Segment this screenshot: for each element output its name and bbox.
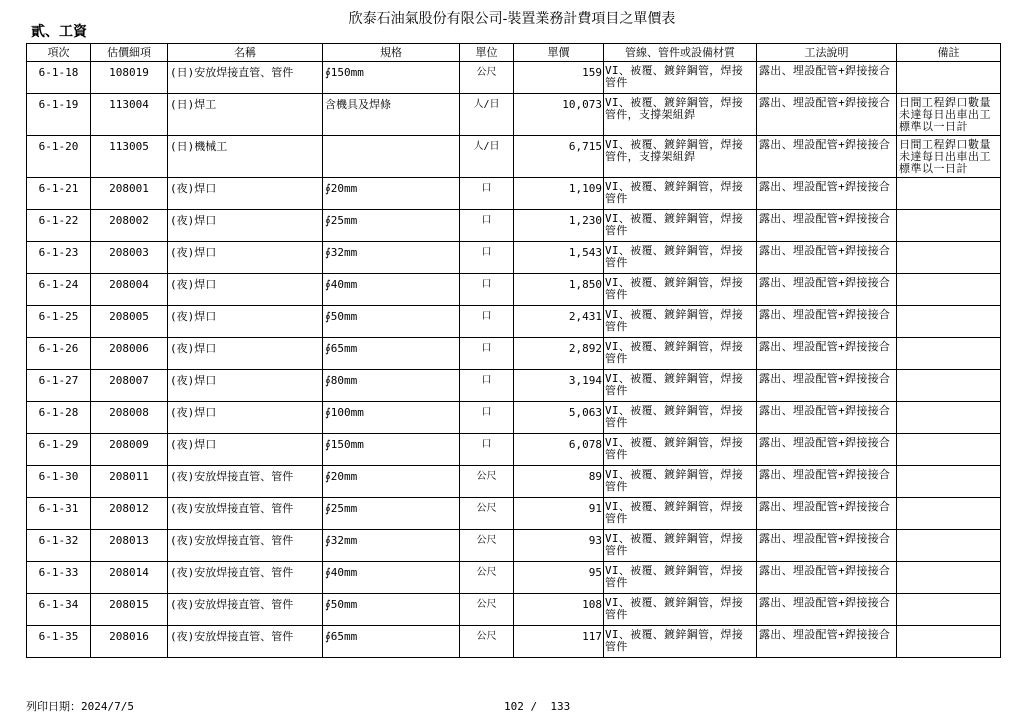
header-item: 項次 xyxy=(27,44,91,62)
cell-code: 208015 xyxy=(91,594,168,626)
cell-price: 2,892 xyxy=(514,338,604,370)
cell-name: (夜)焊口 xyxy=(168,242,323,274)
cell-spec: ∮32mm xyxy=(323,242,460,274)
cell-unit: 公尺 xyxy=(460,466,514,498)
cell-name: (夜)安放焊接直管、管件 xyxy=(168,498,323,530)
cell-name: (夜)安放焊接直管、管件 xyxy=(168,594,323,626)
cell-name: (夜)安放焊接直管、管件 xyxy=(168,466,323,498)
cell-material: VI、被覆、鍍鋅鋼管，焊接管件 xyxy=(604,338,757,370)
cell-note xyxy=(897,562,1001,594)
cell-material: VI、被覆、鍍鋅鋼管，焊接管件 xyxy=(604,402,757,434)
section-title: 貳、工資 xyxy=(31,24,87,40)
cell-note xyxy=(897,210,1001,242)
cell-item: 6-1-27 xyxy=(27,370,91,402)
cell-method: 露出、埋設配管+銲接接合 xyxy=(757,338,897,370)
cell-code: 208005 xyxy=(91,306,168,338)
unit-price-table xyxy=(26,43,1001,658)
cell-spec: ∮25mm xyxy=(323,498,460,530)
header-spec: 規格 xyxy=(323,44,460,62)
cell-note xyxy=(897,370,1001,402)
cell-item: 6-1-19 xyxy=(27,94,91,136)
cell-note xyxy=(897,498,1001,530)
cell-price: 159 xyxy=(514,62,604,94)
table-row xyxy=(27,94,1001,136)
cell-spec: ∮40mm xyxy=(323,562,460,594)
cell-spec xyxy=(323,136,460,178)
cell-material: VI、被覆、鍍鋅鋼管，焊接管件 xyxy=(604,370,757,402)
table-row xyxy=(27,274,1001,306)
cell-unit: 口 xyxy=(460,338,514,370)
cell-spec: ∮150mm xyxy=(323,62,460,94)
cell-price: 117 xyxy=(514,626,604,658)
cell-note xyxy=(897,594,1001,626)
cell-unit: 口 xyxy=(460,178,514,210)
cell-name: (夜)焊口 xyxy=(168,178,323,210)
cell-note xyxy=(897,626,1001,658)
cell-code: 208014 xyxy=(91,562,168,594)
table-row xyxy=(27,242,1001,274)
cell-method: 露出、埋設配管+銲接接合 xyxy=(757,136,897,178)
cell-method: 露出、埋設配管+銲接接合 xyxy=(757,530,897,562)
cell-unit: 口 xyxy=(460,274,514,306)
cell-note xyxy=(897,62,1001,94)
table-row xyxy=(27,530,1001,562)
cell-item: 6-1-33 xyxy=(27,562,91,594)
cell-material: VI、被覆、鍍鋅鋼管，焊接管件，支撐架組銲 xyxy=(604,136,757,178)
cell-unit: 口 xyxy=(460,370,514,402)
cell-note xyxy=(897,466,1001,498)
page-title: 欣泰石油氣股份有限公司-裝置業務計費項目之單價表 xyxy=(348,11,676,27)
cell-method: 露出、埋設配管+銲接接合 xyxy=(757,210,897,242)
cell-price: 108 xyxy=(514,594,604,626)
cell-item: 6-1-29 xyxy=(27,434,91,466)
cell-price: 3,194 xyxy=(514,370,604,402)
cell-method: 露出、埋設配管+銲接接合 xyxy=(757,402,897,434)
cell-price: 5,063 xyxy=(514,402,604,434)
cell-method: 露出、埋設配管+銲接接合 xyxy=(757,274,897,306)
cell-material: VI、被覆、鍍鋅鋼管，焊接管件 xyxy=(604,178,757,210)
cell-method: 露出、埋設配管+銲接接合 xyxy=(757,626,897,658)
cell-material: VI、被覆、鍍鋅鋼管，焊接管件 xyxy=(604,210,757,242)
table-row xyxy=(27,498,1001,530)
cell-code: 208002 xyxy=(91,210,168,242)
cell-code: 208004 xyxy=(91,274,168,306)
cell-spec: ∮100mm xyxy=(323,402,460,434)
cell-note xyxy=(897,178,1001,210)
table-row xyxy=(27,136,1001,178)
cell-item: 6-1-23 xyxy=(27,242,91,274)
cell-price: 2,431 xyxy=(514,306,604,338)
cell-method: 露出、埋設配管+銲接接合 xyxy=(757,62,897,94)
cell-spec: ∮150mm xyxy=(323,434,460,466)
cell-unit: 人/日 xyxy=(460,136,514,178)
header-unit: 單位 xyxy=(460,44,514,62)
cell-name: (日)機械工 xyxy=(168,136,323,178)
cell-unit: 口 xyxy=(460,434,514,466)
table-row xyxy=(27,626,1001,658)
page-number: 102 / 133 xyxy=(504,700,571,713)
table-row xyxy=(27,434,1001,466)
cell-price: 1,543 xyxy=(514,242,604,274)
cell-item: 6-1-25 xyxy=(27,306,91,338)
cell-code: 208013 xyxy=(91,530,168,562)
cell-item: 6-1-28 xyxy=(27,402,91,434)
cell-material: VI、被覆、鍍鋅鋼管，焊接管件 xyxy=(604,62,757,94)
cell-item: 6-1-35 xyxy=(27,626,91,658)
cell-code: 108019 xyxy=(91,62,168,94)
cell-name: (夜)焊口 xyxy=(168,402,323,434)
cell-code: 113004 xyxy=(91,94,168,136)
cell-price: 1,109 xyxy=(514,178,604,210)
header-note: 備註 xyxy=(897,44,1001,62)
cell-method: 露出、埋設配管+銲接接合 xyxy=(757,466,897,498)
table-row xyxy=(27,594,1001,626)
cell-spec: ∮50mm xyxy=(323,594,460,626)
cell-item: 6-1-34 xyxy=(27,594,91,626)
cell-method: 露出、埋設配管+銲接接合 xyxy=(757,434,897,466)
cell-price: 91 xyxy=(514,498,604,530)
cell-code: 208008 xyxy=(91,402,168,434)
cell-spec: 含機具及焊條 xyxy=(323,94,460,136)
cell-name: (夜)焊口 xyxy=(168,370,323,402)
cell-note: 日間工程銲口數量未達每日出車出工標準以一日計 xyxy=(897,136,1001,178)
cell-code: 208001 xyxy=(91,178,168,210)
cell-unit: 口 xyxy=(460,306,514,338)
cell-note: 日間工程銲口數量未達每日出車出工標準以一日計 xyxy=(897,94,1001,136)
cell-spec: ∮50mm xyxy=(323,306,460,338)
cell-code: 208016 xyxy=(91,626,168,658)
table-body xyxy=(27,62,1001,658)
cell-method: 露出、埋設配管+銲接接合 xyxy=(757,562,897,594)
header-method: 工法說明 xyxy=(757,44,897,62)
cell-spec: ∮25mm xyxy=(323,210,460,242)
cell-name: (夜)焊口 xyxy=(168,306,323,338)
cell-code: 208009 xyxy=(91,434,168,466)
cell-spec: ∮40mm xyxy=(323,274,460,306)
cell-unit: 公尺 xyxy=(460,562,514,594)
cell-method: 露出、埋設配管+銲接接合 xyxy=(757,370,897,402)
cell-price: 10,073 xyxy=(514,94,604,136)
cell-code: 208011 xyxy=(91,466,168,498)
cell-name: (夜)焊口 xyxy=(168,338,323,370)
cell-item: 6-1-32 xyxy=(27,530,91,562)
cell-note xyxy=(897,402,1001,434)
cell-item: 6-1-30 xyxy=(27,466,91,498)
cell-material: VI、被覆、鍍鋅鋼管，焊接管件 xyxy=(604,306,757,338)
cell-unit: 人/日 xyxy=(460,94,514,136)
cell-unit: 口 xyxy=(460,242,514,274)
table-row xyxy=(27,178,1001,210)
cell-unit: 口 xyxy=(460,210,514,242)
cell-material: VI、被覆、鍍鋅鋼管，焊接管件 xyxy=(604,626,757,658)
cell-item: 6-1-22 xyxy=(27,210,91,242)
table-row xyxy=(27,306,1001,338)
table-header-row xyxy=(27,44,1001,62)
cell-material: VI、被覆、鍍鋅鋼管，焊接管件，支撐架組銲 xyxy=(604,94,757,136)
cell-name: (夜)安放焊接直管、管件 xyxy=(168,530,323,562)
cell-method: 露出、埋設配管+銲接接合 xyxy=(757,242,897,274)
cell-name: (日)焊工 xyxy=(168,94,323,136)
cell-item: 6-1-20 xyxy=(27,136,91,178)
header-price: 單價 xyxy=(514,44,604,62)
cell-note xyxy=(897,274,1001,306)
cell-unit: 公尺 xyxy=(460,498,514,530)
cell-material: VI、被覆、鍍鋅鋼管，焊接管件 xyxy=(604,594,757,626)
cell-note xyxy=(897,434,1001,466)
cell-name: (夜)焊口 xyxy=(168,274,323,306)
cell-spec: ∮20mm xyxy=(323,178,460,210)
cell-name: (日)安放焊接直管、管件 xyxy=(168,62,323,94)
cell-method: 露出、埋設配管+銲接接合 xyxy=(757,306,897,338)
cell-code: 113005 xyxy=(91,136,168,178)
cell-material: VI、被覆、鍍鋅鋼管，焊接管件 xyxy=(604,466,757,498)
cell-spec: ∮20mm xyxy=(323,466,460,498)
cell-material: VI、被覆、鍍鋅鋼管，焊接管件 xyxy=(604,530,757,562)
cell-name: (夜)焊口 xyxy=(168,210,323,242)
cell-spec: ∮80mm xyxy=(323,370,460,402)
cell-item: 6-1-18 xyxy=(27,62,91,94)
cell-price: 1,230 xyxy=(514,210,604,242)
cell-unit: 公尺 xyxy=(460,530,514,562)
cell-unit: 口 xyxy=(460,402,514,434)
cell-spec: ∮65mm xyxy=(323,626,460,658)
print-date: 列印日期：2024/7/5 xyxy=(26,700,134,713)
cell-item: 6-1-26 xyxy=(27,338,91,370)
cell-material: VI、被覆、鍍鋅鋼管，焊接管件 xyxy=(604,562,757,594)
cell-method: 露出、埋設配管+銲接接合 xyxy=(757,94,897,136)
cell-unit: 公尺 xyxy=(460,62,514,94)
table-row xyxy=(27,210,1001,242)
cell-method: 露出、埋設配管+銲接接合 xyxy=(757,498,897,530)
cell-item: 6-1-21 xyxy=(27,178,91,210)
cell-material: VI、被覆、鍍鋅鋼管，焊接管件 xyxy=(604,242,757,274)
table-row xyxy=(27,370,1001,402)
cell-price: 6,078 xyxy=(514,434,604,466)
table-row xyxy=(27,466,1001,498)
table-row xyxy=(27,62,1001,94)
cell-item: 6-1-31 xyxy=(27,498,91,530)
cell-note xyxy=(897,242,1001,274)
cell-method: 露出、埋設配管+銲接接合 xyxy=(757,178,897,210)
cell-note xyxy=(897,338,1001,370)
cell-code: 208007 xyxy=(91,370,168,402)
header-material: 管線、管件或設備材質 xyxy=(604,44,757,62)
table-row xyxy=(27,402,1001,434)
cell-unit: 公尺 xyxy=(460,594,514,626)
cell-method: 露出、埋設配管+銲接接合 xyxy=(757,594,897,626)
cell-price: 89 xyxy=(514,466,604,498)
cell-material: VI、被覆、鍍鋅鋼管，焊接管件 xyxy=(604,498,757,530)
cell-spec: ∮65mm xyxy=(323,338,460,370)
cell-unit: 公尺 xyxy=(460,626,514,658)
cell-price: 1,850 xyxy=(514,274,604,306)
header-name: 名稱 xyxy=(168,44,323,62)
cell-spec: ∮32mm xyxy=(323,530,460,562)
cell-item: 6-1-24 xyxy=(27,274,91,306)
cell-name: (夜)安放焊接直管、管件 xyxy=(168,562,323,594)
table-row xyxy=(27,562,1001,594)
cell-price: 95 xyxy=(514,562,604,594)
cell-code: 208003 xyxy=(91,242,168,274)
cell-code: 208012 xyxy=(91,498,168,530)
cell-material: VI、被覆、鍍鋅鋼管，焊接管件 xyxy=(604,434,757,466)
cell-material: VI、被覆、鍍鋅鋼管，焊接管件 xyxy=(604,274,757,306)
cell-note xyxy=(897,306,1001,338)
cell-price: 6,715 xyxy=(514,136,604,178)
cell-name: (夜)焊口 xyxy=(168,434,323,466)
table-row xyxy=(27,338,1001,370)
header-code: 估價細項 xyxy=(91,44,168,62)
cell-price: 93 xyxy=(514,530,604,562)
cell-note xyxy=(897,530,1001,562)
cell-code: 208006 xyxy=(91,338,168,370)
cell-name: (夜)安放焊接直管、管件 xyxy=(168,626,323,658)
